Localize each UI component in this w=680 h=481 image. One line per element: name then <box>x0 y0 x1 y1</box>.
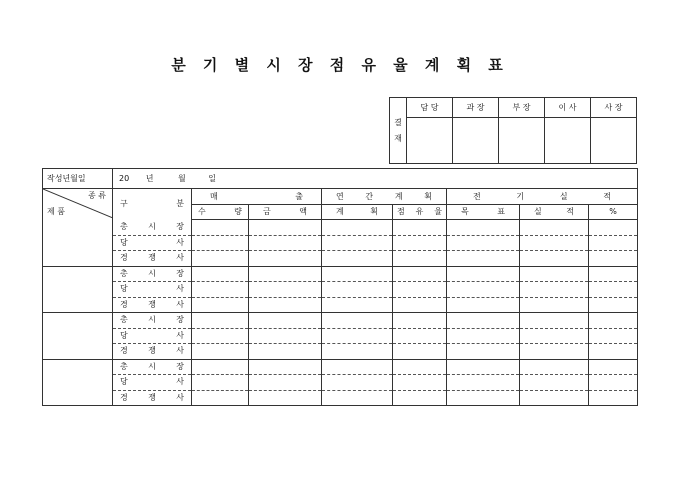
value-cell[interactable] <box>322 344 393 360</box>
value-cell[interactable] <box>322 390 393 406</box>
value-cell[interactable] <box>520 282 589 298</box>
value-cell[interactable] <box>447 375 520 391</box>
approval-col-staff: 담 당 <box>407 98 453 118</box>
value-cell[interactable] <box>192 220 249 236</box>
plan-header: 계 획 <box>322 205 393 220</box>
product-cell[interactable] <box>43 359 113 375</box>
prev-results-header: 전 기 실 적 <box>447 189 638 205</box>
value-cell[interactable] <box>447 235 520 251</box>
table-row <box>43 328 638 344</box>
table-row <box>43 359 638 375</box>
product-cell[interactable] <box>43 344 113 360</box>
page-title: 분 기 별 시 장 점 유 율 계 획 표 <box>171 56 509 74</box>
value-cell[interactable] <box>249 266 322 282</box>
value-cell[interactable] <box>520 344 589 360</box>
value-cell[interactable] <box>589 390 638 406</box>
value-cell[interactable] <box>249 282 322 298</box>
row-label: 총 시 장 <box>113 359 192 375</box>
value-cell[interactable] <box>393 297 447 313</box>
value-cell[interactable] <box>393 235 447 251</box>
value-cell[interactable] <box>447 359 520 375</box>
value-cell[interactable] <box>589 235 638 251</box>
value-cell[interactable] <box>520 266 589 282</box>
product-cell[interactable] <box>43 313 113 329</box>
value-cell[interactable] <box>589 266 638 282</box>
value-cell[interactable] <box>520 359 589 375</box>
value-cell[interactable] <box>249 313 322 329</box>
qty-header: 수 량 <box>192 205 249 220</box>
value-cell[interactable] <box>589 328 638 344</box>
value-cell[interactable] <box>249 251 322 267</box>
approval-col-president: 사 장 <box>591 98 637 118</box>
value-cell[interactable] <box>322 313 393 329</box>
product-cell[interactable] <box>43 235 113 251</box>
row-label: 당 사 <box>113 375 192 391</box>
table-row <box>43 220 638 236</box>
product-cell[interactable] <box>43 297 113 313</box>
value-cell[interactable] <box>447 344 520 360</box>
value-cell[interactable] <box>520 297 589 313</box>
value-cell[interactable] <box>322 282 393 298</box>
product-cell[interactable] <box>43 266 113 282</box>
value-cell[interactable] <box>322 220 393 236</box>
approval-label: 결 재 <box>390 98 407 164</box>
value-cell[interactable] <box>520 390 589 406</box>
value-cell[interactable] <box>589 313 638 329</box>
share-header: 점 유 율 <box>393 205 447 220</box>
row-label: 당 사 <box>113 282 192 298</box>
value-cell[interactable] <box>589 297 638 313</box>
value-cell[interactable] <box>249 390 322 406</box>
value-cell[interactable] <box>192 313 249 329</box>
value-cell[interactable] <box>393 251 447 267</box>
value-cell[interactable] <box>192 235 249 251</box>
table-row <box>43 313 638 329</box>
value-cell[interactable] <box>589 344 638 360</box>
date-label: 작성년월일 <box>43 169 113 189</box>
signature-cell[interactable] <box>453 118 499 164</box>
value-cell[interactable] <box>322 266 393 282</box>
value-cell[interactable] <box>393 266 447 282</box>
table-row <box>43 282 638 298</box>
value-cell[interactable] <box>322 328 393 344</box>
value-cell[interactable] <box>589 220 638 236</box>
value-cell[interactable] <box>192 266 249 282</box>
approval-col-deputy: 부 장 <box>499 98 545 118</box>
row-label: 경 쟁 사 <box>113 344 192 360</box>
signature-cell[interactable] <box>545 118 591 164</box>
value-cell[interactable] <box>192 297 249 313</box>
value-cell[interactable] <box>589 282 638 298</box>
value-cell[interactable] <box>589 359 638 375</box>
date-field[interactable]: 20 년 월 일 <box>113 169 638 189</box>
value-cell[interactable] <box>249 297 322 313</box>
value-cell[interactable] <box>447 266 520 282</box>
row-label: 경 쟁 사 <box>113 251 192 267</box>
row-label: 총 시 장 <box>113 266 192 282</box>
product-cell[interactable] <box>43 375 113 391</box>
value-cell[interactable] <box>447 251 520 267</box>
signature-cell[interactable] <box>407 118 453 164</box>
gubun-header: 구 분 <box>113 189 192 220</box>
product-cell[interactable] <box>43 220 113 236</box>
value-cell[interactable] <box>447 328 520 344</box>
value-cell[interactable] <box>249 344 322 360</box>
type-product-header: 종 류 제 품 <box>43 189 113 220</box>
value-cell[interactable] <box>322 359 393 375</box>
approval-table <box>389 97 637 164</box>
value-cell[interactable] <box>393 359 447 375</box>
approval-col-manager: 과 장 <box>453 98 499 118</box>
value-cell[interactable] <box>192 375 249 391</box>
actual-header: 실 적 <box>520 205 589 220</box>
table-row <box>43 297 638 313</box>
table-row <box>43 251 638 267</box>
value-cell[interactable] <box>322 251 393 267</box>
signature-cell[interactable] <box>591 118 637 164</box>
approval-col-director: 이 사 <box>545 98 591 118</box>
table-row <box>43 390 638 406</box>
value-cell[interactable] <box>393 390 447 406</box>
row-label: 당 사 <box>113 235 192 251</box>
table-row <box>43 235 638 251</box>
product-cell[interactable] <box>43 282 113 298</box>
amount-header: 금 액 <box>249 205 322 220</box>
value-cell[interactable] <box>520 220 589 236</box>
value-cell[interactable] <box>447 390 520 406</box>
value-cell[interactable] <box>322 235 393 251</box>
value-cell[interactable] <box>447 220 520 236</box>
value-cell[interactable] <box>322 375 393 391</box>
value-cell[interactable] <box>393 344 447 360</box>
row-label: 경 쟁 사 <box>113 390 192 406</box>
annual-plan-header: 연 간 계 획 <box>322 189 447 205</box>
value-cell[interactable] <box>249 359 322 375</box>
value-cell[interactable] <box>447 282 520 298</box>
value-cell[interactable] <box>249 375 322 391</box>
value-cell[interactable] <box>249 220 322 236</box>
value-cell[interactable] <box>520 313 589 329</box>
row-label: 당 사 <box>113 328 192 344</box>
target-header: 목 표 <box>447 205 520 220</box>
table-row <box>43 266 638 282</box>
value-cell[interactable] <box>192 282 249 298</box>
value-cell[interactable] <box>393 375 447 391</box>
product-cell[interactable] <box>43 251 113 267</box>
sales-header: 매 출 <box>192 189 322 205</box>
value-cell[interactable] <box>192 359 249 375</box>
value-cell[interactable] <box>192 251 249 267</box>
value-cell[interactable] <box>589 251 638 267</box>
value-cell[interactable] <box>520 375 589 391</box>
value-cell[interactable] <box>192 328 249 344</box>
value-cell[interactable] <box>589 375 638 391</box>
table-row <box>43 375 638 391</box>
value-cell[interactable] <box>322 297 393 313</box>
table-row <box>43 344 638 360</box>
row-label: 총 시 장 <box>113 220 192 236</box>
value-cell[interactable] <box>249 328 322 344</box>
product-cell[interactable] <box>43 328 113 344</box>
value-cell[interactable] <box>393 220 447 236</box>
value-cell[interactable] <box>393 313 447 329</box>
row-label: 총 시 장 <box>113 313 192 329</box>
value-cell[interactable] <box>520 251 589 267</box>
percent-header: % <box>589 205 638 220</box>
value-cell[interactable] <box>393 328 447 344</box>
value-cell[interactable] <box>249 235 322 251</box>
value-cell[interactable] <box>520 235 589 251</box>
value-cell[interactable] <box>520 328 589 344</box>
value-cell[interactable] <box>447 313 520 329</box>
product-cell[interactable] <box>43 390 113 406</box>
market-share-table <box>42 168 638 406</box>
value-cell[interactable] <box>393 282 447 298</box>
value-cell[interactable] <box>192 344 249 360</box>
value-cell[interactable] <box>192 390 249 406</box>
value-cell[interactable] <box>447 297 520 313</box>
row-label: 경 쟁 사 <box>113 297 192 313</box>
signature-cell[interactable] <box>499 118 545 164</box>
